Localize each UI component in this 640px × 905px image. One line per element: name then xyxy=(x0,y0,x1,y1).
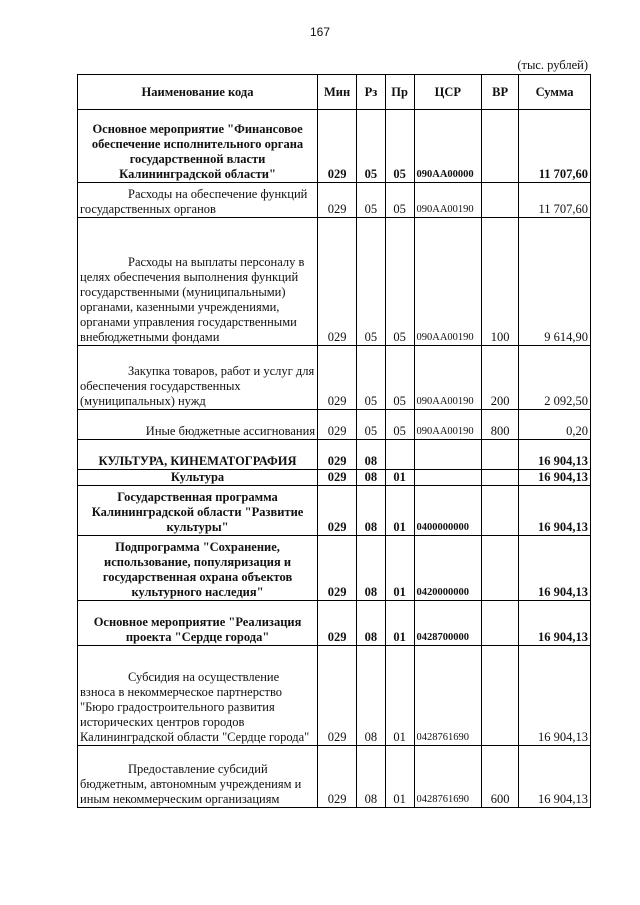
row-rz: 08 xyxy=(357,746,386,808)
row-csr xyxy=(414,470,482,486)
table-row xyxy=(78,410,591,440)
row-sum: 0,20 xyxy=(519,410,591,440)
row-vr xyxy=(482,536,519,601)
row-sum: 16 904,13 xyxy=(519,536,591,601)
row-sum: 16 904,13 xyxy=(519,440,591,470)
header-sum: Сумма xyxy=(519,75,591,110)
row-vr xyxy=(482,110,519,183)
row-csr: 090АА00000 xyxy=(414,110,482,183)
row-csr: 090АА00190 xyxy=(414,346,482,410)
row-rz: 08 xyxy=(357,440,386,470)
header-rz: Рз xyxy=(357,75,386,110)
table-row xyxy=(78,746,591,808)
row-name: Расходы на выплаты персоналу в целях обеспечения выполнения функций государственными (муниципальными) органами, казенными учреждениями, органами управления государственными внебюджетными фондами xyxy=(78,218,318,346)
row-rz: 05 xyxy=(357,183,386,218)
row-sum: 16 904,13 xyxy=(519,746,591,808)
header-min: Мин xyxy=(318,75,357,110)
row-rz: 08 xyxy=(357,470,386,486)
table-row xyxy=(78,646,591,746)
row-pr: 01 xyxy=(385,746,414,808)
row-vr xyxy=(482,601,519,646)
row-csr: 0428700000 xyxy=(414,601,482,646)
row-rz: 05 xyxy=(357,410,386,440)
row-rz: 08 xyxy=(357,536,386,601)
row-pr: 05 xyxy=(385,346,414,410)
row-sum: 16 904,13 xyxy=(519,646,591,746)
table-row xyxy=(78,218,591,346)
row-pr: 05 xyxy=(385,410,414,440)
row-name: Государственная программа Калининградской области "Развитие культуры" xyxy=(78,486,318,536)
row-name: Культура xyxy=(78,470,318,486)
header-vr: ВР xyxy=(482,75,519,110)
row-pr: 01 xyxy=(385,486,414,536)
row-pr: 05 xyxy=(385,218,414,346)
row-name: Подпрограмма "Сохранение, использование, популяризация и государственная охрана объектов культурного наследия" xyxy=(78,536,318,601)
row-pr: 05 xyxy=(385,183,414,218)
table-row xyxy=(78,601,591,646)
row-name: КУЛЬТУРА, КИНЕМАТОГРАФИЯ xyxy=(78,440,318,470)
row-min: 029 xyxy=(318,486,357,536)
table-row xyxy=(78,183,591,218)
header-pr: Пр xyxy=(385,75,414,110)
row-vr xyxy=(482,646,519,746)
row-min: 029 xyxy=(318,218,357,346)
row-rz: 05 xyxy=(357,218,386,346)
row-min: 029 xyxy=(318,410,357,440)
row-csr: 090АА00190 xyxy=(414,410,482,440)
budget-table xyxy=(77,74,591,808)
row-sum: 9 614,90 xyxy=(519,218,591,346)
row-csr: 0400000000 xyxy=(414,486,482,536)
table-row xyxy=(78,536,591,601)
row-csr: 0420000000 xyxy=(414,536,482,601)
row-sum: 11 707,60 xyxy=(519,110,591,183)
row-rz: 08 xyxy=(357,646,386,746)
row-sum: 16 904,13 xyxy=(519,601,591,646)
row-sum: 16 904,13 xyxy=(519,470,591,486)
row-rz: 08 xyxy=(357,601,386,646)
row-vr: 200 xyxy=(482,346,519,410)
row-pr: 01 xyxy=(385,470,414,486)
row-csr: 090АА00190 xyxy=(414,218,482,346)
row-pr: 01 xyxy=(385,646,414,746)
row-name: Основное мероприятие "Финансовое обеспечение исполнительного органа государственной власти Калининградской области" xyxy=(78,110,318,183)
row-csr: 0428761690 xyxy=(414,646,482,746)
row-min: 029 xyxy=(318,183,357,218)
row-min: 029 xyxy=(318,110,357,183)
row-name: Расходы на обеспечение функций государственных органов xyxy=(78,183,318,218)
row-name: Субсидия на осуществление взноса в некоммерческое партнерство "Бюро градостроительного развития исторических центров городов Калининградской области "Сердце города" xyxy=(78,646,318,746)
page-number: 167 xyxy=(309,25,331,39)
row-vr xyxy=(482,440,519,470)
row-csr: 090АА00190 xyxy=(414,183,482,218)
row-vr: 100 xyxy=(482,218,519,346)
row-csr: 0428761690 xyxy=(414,746,482,808)
row-vr xyxy=(482,183,519,218)
row-min: 029 xyxy=(318,746,357,808)
header-csr: ЦСР xyxy=(414,75,482,110)
row-vr: 800 xyxy=(482,410,519,440)
row-min: 029 xyxy=(318,601,357,646)
row-name: Закупка товаров, работ и услуг для обеспечения государственных (муниципальных) нужд xyxy=(78,346,318,410)
table-row xyxy=(78,440,591,470)
row-vr xyxy=(482,486,519,536)
table-row xyxy=(78,110,591,183)
table-row xyxy=(78,486,591,536)
row-name: Предоставление субсидий бюджетным, автономным учреждениям и иным некоммерческим организациям xyxy=(78,746,318,808)
units-label: (тыс. рублей) xyxy=(517,58,588,72)
row-min: 029 xyxy=(318,346,357,410)
table-row xyxy=(78,470,591,486)
table-row xyxy=(78,346,591,410)
row-vr xyxy=(482,470,519,486)
row-rz: 08 xyxy=(357,486,386,536)
table-header-row xyxy=(78,75,591,110)
row-pr xyxy=(385,440,414,470)
row-pr: 05 xyxy=(385,110,414,183)
row-rz: 05 xyxy=(357,346,386,410)
row-min: 029 xyxy=(318,470,357,486)
row-name: Основное мероприятие "Реализация проекта "Сердце города" xyxy=(78,601,318,646)
row-min: 029 xyxy=(318,440,357,470)
row-vr: 600 xyxy=(482,746,519,808)
row-pr: 01 xyxy=(385,601,414,646)
row-min: 029 xyxy=(318,646,357,746)
row-sum: 2 092,50 xyxy=(519,346,591,410)
row-csr xyxy=(414,440,482,470)
row-sum: 16 904,13 xyxy=(519,486,591,536)
row-sum: 11 707,60 xyxy=(519,183,591,218)
row-name: Иные бюджетные ассигнования xyxy=(78,410,318,440)
header-name: Наименование кода xyxy=(78,75,318,110)
row-pr: 01 xyxy=(385,536,414,601)
row-rz: 05 xyxy=(357,110,386,183)
row-min: 029 xyxy=(318,536,357,601)
